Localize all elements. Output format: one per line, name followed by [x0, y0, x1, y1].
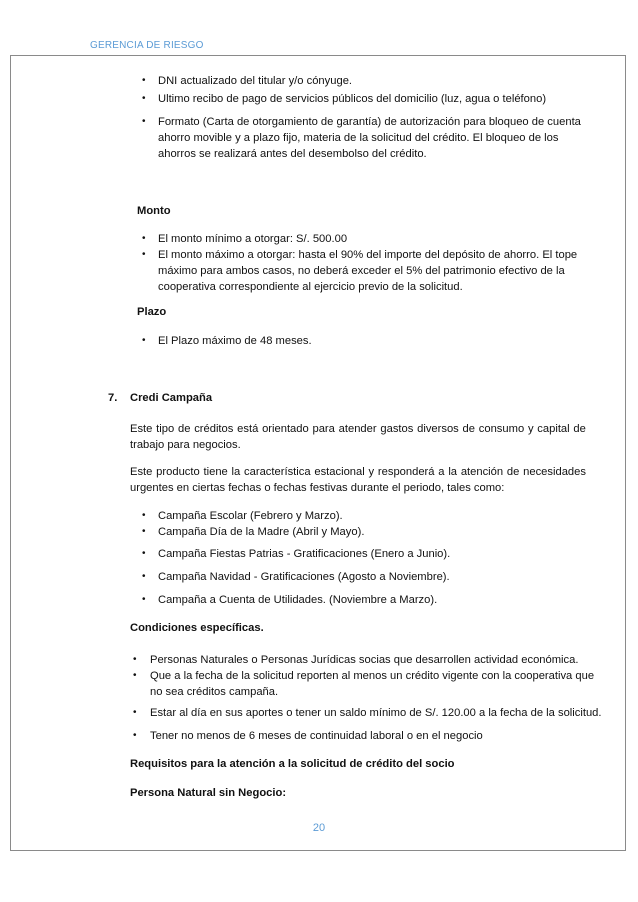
list-item: Campaña Escolar (Febrero y Marzo).: [158, 510, 343, 522]
list-item: Ultimo recibo de pago de servicios públicos del domicilio (luz, agua o teléfono): [158, 93, 547, 105]
bullet-dot: •: [133, 707, 137, 718]
bullet-dot: •: [142, 510, 146, 521]
bullet-dot: •: [142, 594, 146, 605]
list-item: Formato (Carta de otorgamiento de garantía) de autorización para bloqueo de cuenta: [158, 116, 581, 128]
list-item-continuation: ahorro movible y a plazo fijo, materia de la solicitud del crédito. El bloqueo de los: [158, 132, 559, 144]
list-item: Campaña a Cuenta de Utilidades. (Noviembre a Marzo).: [158, 594, 438, 606]
bullet-dot: •: [133, 730, 137, 741]
bullet-dot: •: [142, 75, 146, 86]
paragraph-line: trabajo para negocios.: [130, 439, 241, 451]
list-item: El monto máximo a otorgar: hasta el 90% del importe del depósito de ahorro. El tope: [158, 249, 578, 261]
bullet-dot: •: [142, 116, 146, 127]
list-item: El monto mínimo a otorgar: S/. 500.00: [158, 233, 348, 245]
list-item: Campaña Día de la Madre (Abril y Mayo).: [158, 526, 365, 538]
paragraph-line: urgentes en ciertas fechas o fechas festivas durante el periodo, tales como:: [130, 482, 505, 494]
bullet-dot: •: [142, 93, 146, 104]
bullet-dot: •: [142, 571, 146, 582]
page-number: 20: [312, 822, 326, 834]
list-item: Personas Naturales o Personas Jurídicas socias que desarrollen actividad económica.: [150, 654, 579, 666]
monto-heading: Monto: [137, 205, 171, 217]
requirements-heading: Requisitos para la atención a la solicitud de crédito del socio: [130, 758, 455, 770]
bullet-dot: •: [142, 548, 146, 559]
list-item: Que a la fecha de la solicitud reporten al menos un crédito vigente con la cooperativa que: [150, 670, 595, 682]
bullet-dot: •: [133, 670, 137, 681]
paragraph-line: Este producto tiene la característica estacional y responderá a la atención de necesidades: [130, 466, 586, 478]
bullet-dot: •: [142, 249, 146, 260]
list-item: Tener no menos de 6 meses de continuidad laboral o en el negocio: [150, 730, 483, 742]
page-header: GERENCIA DE RIESGO: [90, 40, 204, 51]
bullet-dot: •: [133, 654, 137, 665]
bullet-dot: •: [142, 526, 146, 537]
plazo-heading: Plazo: [137, 306, 167, 318]
persona-natural-heading: Persona Natural sin Negocio:: [130, 787, 287, 799]
section-number: 7.: [108, 392, 118, 404]
list-item-continuation: máximo para ambos casos, no deberá exceder el 5% del patrimonio efectivo de la: [158, 265, 565, 277]
list-item-continuation: ahorros se realizará antes del desembolso del crédito.: [158, 148, 427, 160]
paragraph-line: Este tipo de créditos está orientado para atender gastos diversos de consumo y capital de: [130, 423, 586, 435]
list-item-continuation: no sea créditos campaña.: [150, 686, 279, 698]
bullet-dot: •: [142, 335, 146, 346]
conditions-heading: Condiciones específicas.: [130, 622, 264, 634]
section-title: Credi Campaña: [130, 392, 213, 404]
bullet-dot: •: [142, 233, 146, 244]
list-item: Campaña Navidad - Gratificaciones (Agosto a Noviembre).: [158, 571, 450, 583]
list-item: DNI actualizado del titular y/o cónyuge.: [158, 75, 353, 87]
list-item-continuation: cooperativa correspondiente al ejercicio previo de la solicitud.: [158, 281, 463, 293]
list-item: El Plazo máximo de 48 meses.: [158, 335, 312, 347]
list-item: Estar al día en sus aportes o tener un saldo mínimo de S/. 120.00 a la fecha de la solicitud.: [150, 707, 602, 719]
list-item: Campaña Fiestas Patrias - Gratificaciones (Enero a Junio).: [158, 548, 451, 560]
